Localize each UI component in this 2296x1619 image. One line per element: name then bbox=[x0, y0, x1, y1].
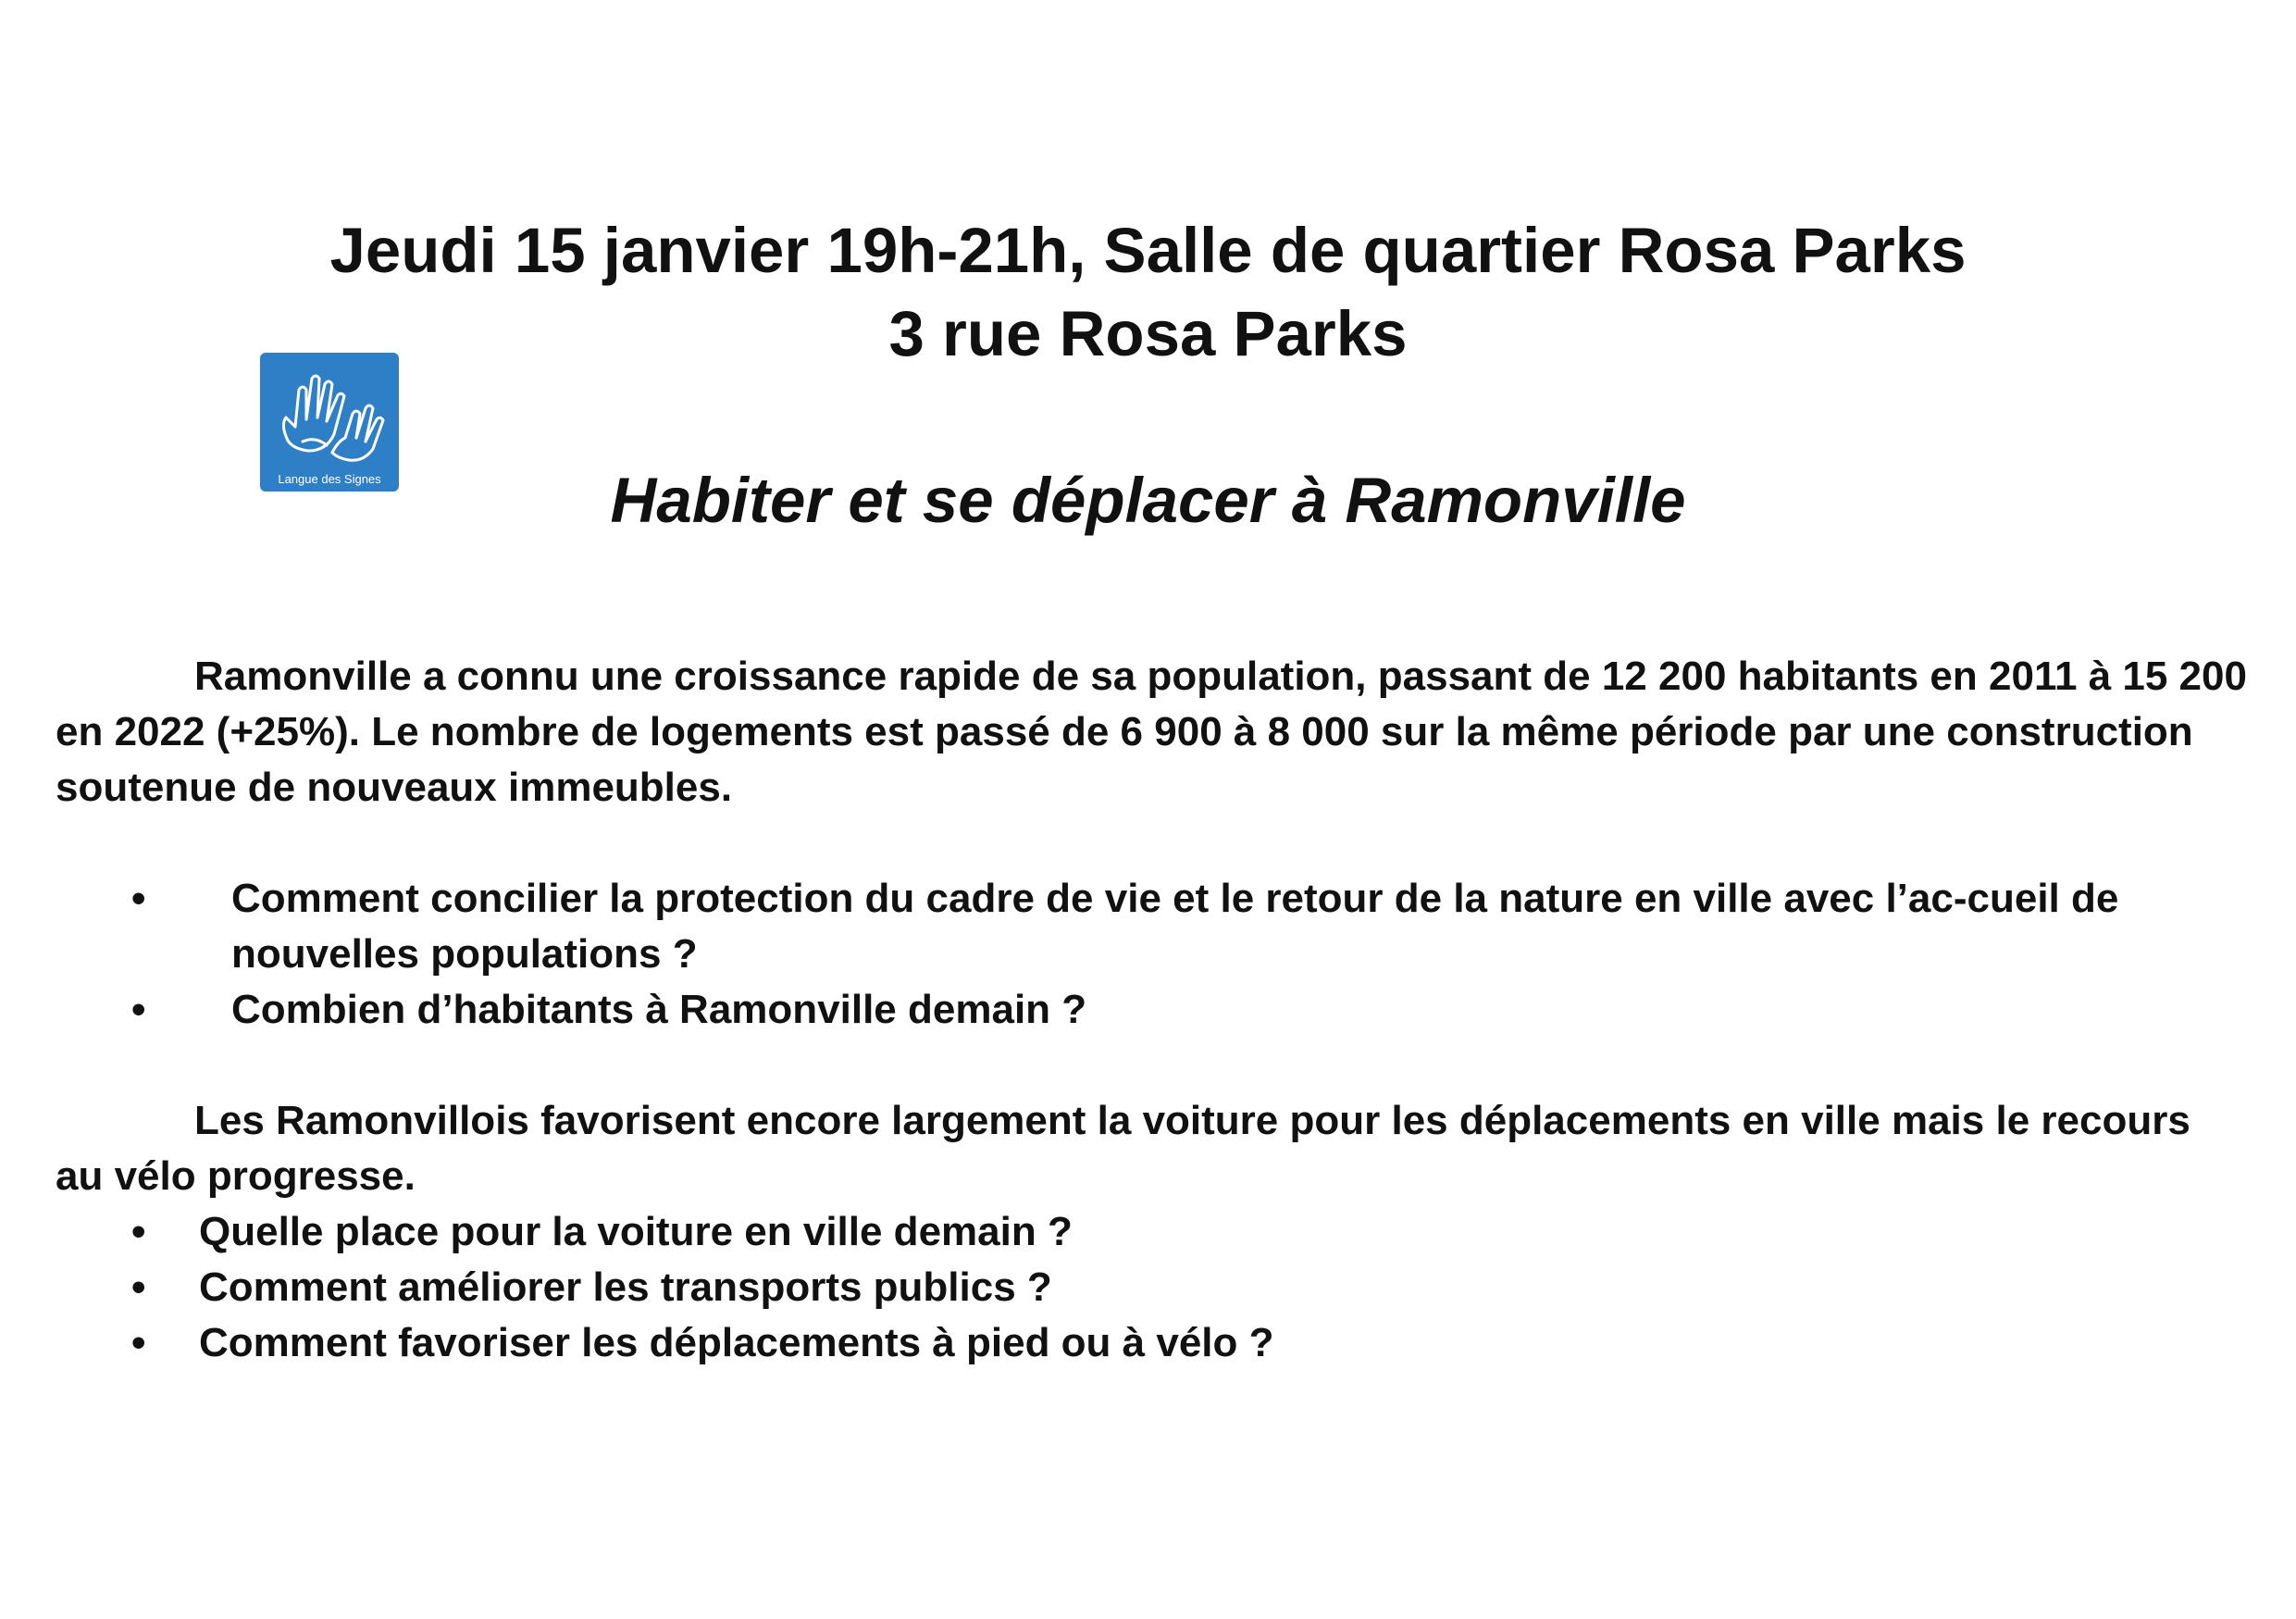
bullet: • bbox=[131, 1209, 146, 1254]
question-text: Quelle place pour la voiture en ville demain ? bbox=[199, 1209, 1073, 1254]
bullet: • bbox=[131, 1264, 146, 1310]
bullet: • bbox=[131, 876, 146, 921]
list-item bbox=[131, 1260, 2189, 1315]
question-text: Comment améliorer les transports publics ? bbox=[199, 1264, 1052, 1310]
housing-questions-list bbox=[131, 871, 2221, 1038]
population-paragraph: Ramonville a connu une croissance rapide de sa population, passant de 12 200 habitants en 2011 à 15 200 en 2022 (+25%). Le nombre de logements est passé de 6 900 à 8 000 sur la même période par une construction soutenue de nouveaux immeubles. bbox=[56, 654, 2247, 810]
list-item bbox=[131, 982, 2221, 1038]
question-text: Comment favoriser les déplacements à pied ou à vélo ? bbox=[199, 1320, 1274, 1365]
logo-caption: Langue des Signes bbox=[278, 472, 381, 486]
bullet: • bbox=[131, 987, 146, 1032]
page-subtitle: Habiter et se déplacer à Ramonville bbox=[610, 465, 1686, 536]
list-item bbox=[131, 1315, 2189, 1371]
event-date-venue: Jeudi 15 janvier 19h-21h, Salle de quartier Rosa Parks bbox=[329, 215, 1967, 286]
list-item bbox=[131, 871, 2221, 982]
mobility-paragraph: Les Ramonvillois favorisent encore largement la voiture pour les déplacements en ville mais le recours au vélo progresse. bbox=[56, 1098, 2191, 1199]
question-text: Comment concilier la protection du cadre de vie et le retour de la nature en ville avec l’ac-cueil de nouvelles populations ? bbox=[231, 876, 2119, 977]
mobility-questions-list bbox=[131, 1204, 2189, 1371]
bullet: • bbox=[131, 1320, 146, 1365]
question-text: Combien d’habitants à Ramonville demain ? bbox=[231, 987, 1087, 1032]
list-item bbox=[131, 1204, 2189, 1260]
event-address: 3 rue Rosa Parks bbox=[888, 298, 1408, 369]
